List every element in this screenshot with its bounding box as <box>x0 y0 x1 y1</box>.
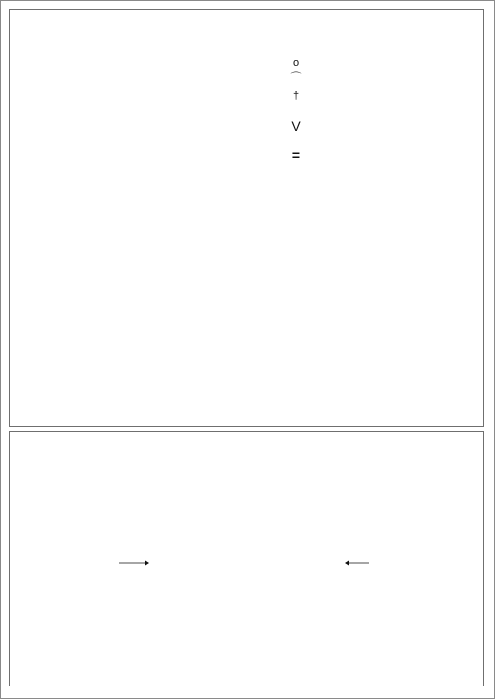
assembly-diagram <box>135 212 351 422</box>
legend-item-two-trebles <box>285 118 310 134</box>
legend-item-treble <box>285 91 310 102</box>
left-arrow-icon <box>119 558 149 568</box>
two-trebles-icon: V <box>291 118 301 134</box>
right-arrow-icon <box>345 558 369 568</box>
assembly-schema-grid <box>150 447 346 687</box>
crochet-motif-diagram <box>48 15 228 193</box>
treble-icon: † <box>292 90 300 102</box>
legend-item-slip <box>285 73 310 84</box>
join-points-icon: = <box>291 147 301 163</box>
legend-item-join <box>285 147 310 163</box>
slip-stitch-icon: ⌒ <box>290 72 302 84</box>
chain-stitch-icon: o <box>292 57 300 69</box>
legend-item-chain <box>285 58 310 69</box>
